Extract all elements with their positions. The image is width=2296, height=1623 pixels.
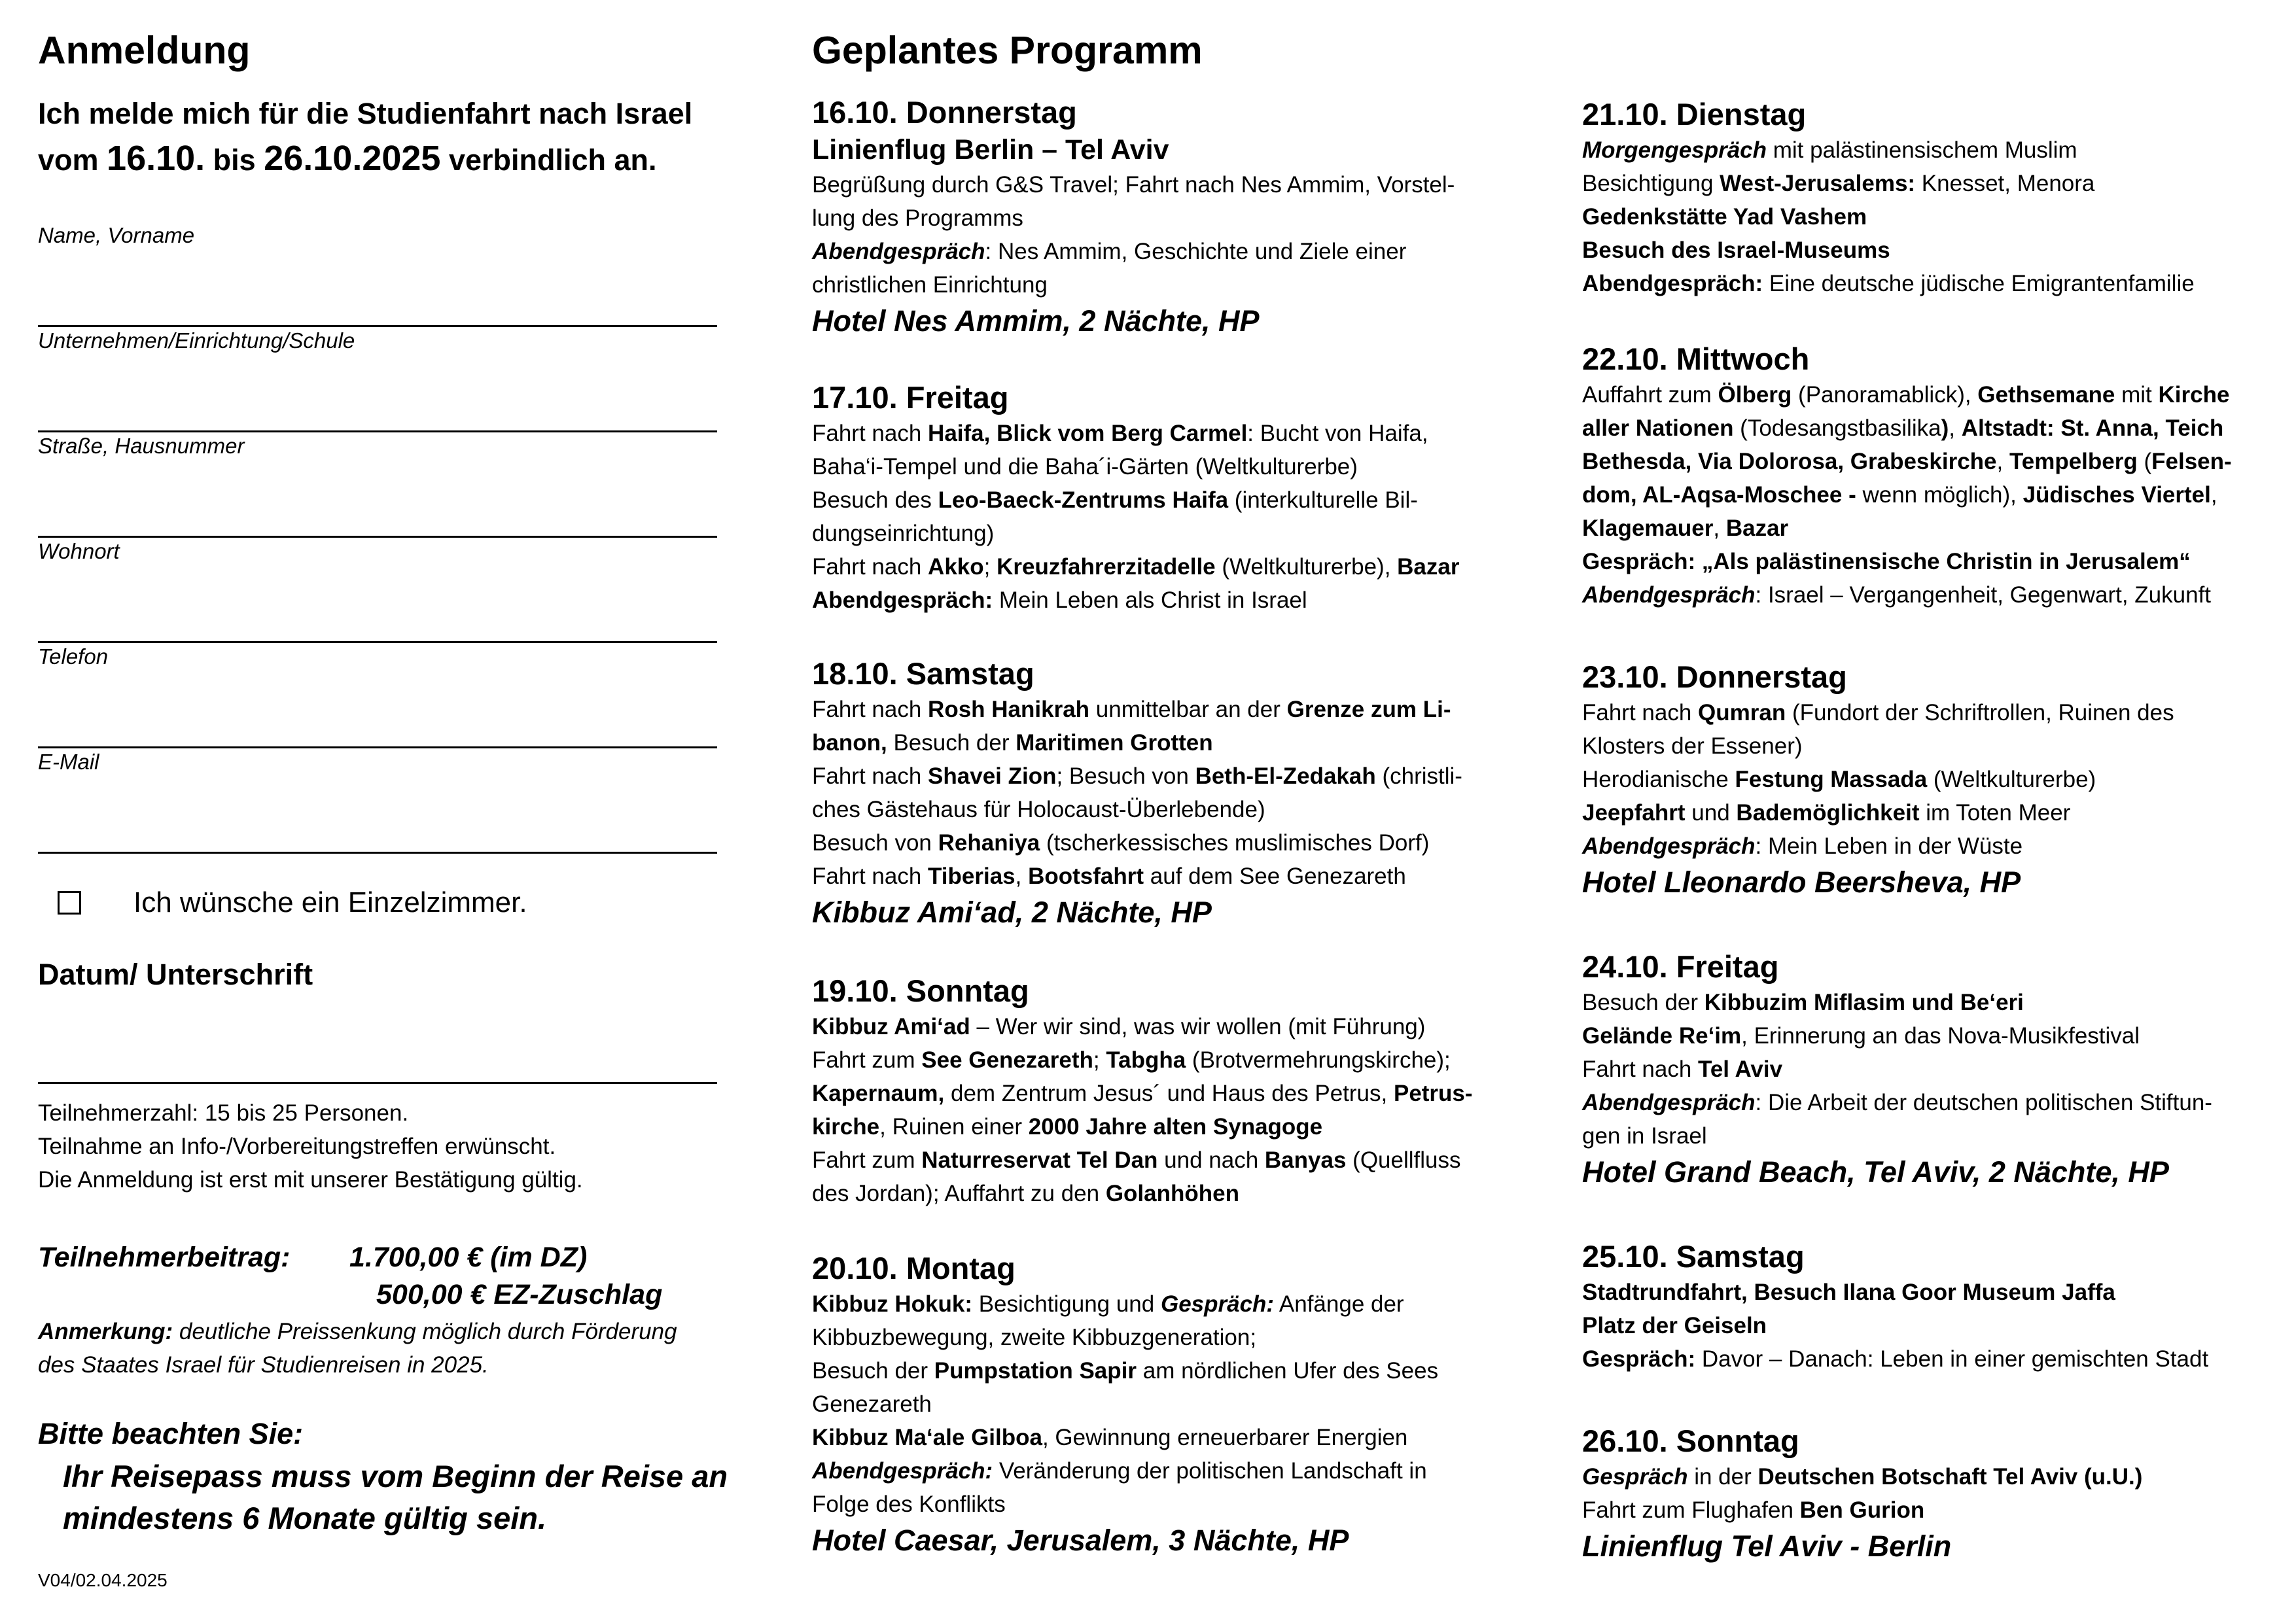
street-label: Straße, Hausnummer	[38, 434, 245, 458]
day-line: Kapernaum, dem Zentrum Jesus´ und Haus des Petrus, Petrus-	[812, 1081, 1473, 1106]
day-line: Fahrt zum See Genezareth; Tabgha (Brotvermehrungskirche);	[812, 1047, 1451, 1073]
day-line: des Jordan); Auffahrt zu den Golanhöhen	[812, 1181, 1239, 1206]
day-line: Fahrt nach Akko; Kreuzfahrerzitadelle (Weltkulturerbe), Bazar	[812, 554, 1460, 580]
day-line: dungseinrichtung)	[812, 521, 995, 546]
day-heading: 25.10. Samstag	[1582, 1239, 1805, 1274]
day-heading: 23.10. Donnerstag	[1582, 659, 1847, 694]
day-hotel: Hotel Grand Beach, Tel Aviv, 2 Nächte, HP	[1582, 1155, 2169, 1189]
day-line: banon, Besuch der Maritimen Grotten	[812, 730, 1213, 756]
day-line: Abendgespräch: Nes Ammim, Geschichte und Ziele einer	[812, 239, 1407, 264]
email-field[interactable]	[38, 749, 717, 854]
day-hotel: Kibbuz Ami‘ad, 2 Nächte, HP	[812, 896, 1212, 929]
day-line: Fahrt nach Qumran (Fundort der Schriftrollen, Ruinen des	[1582, 700, 2174, 725]
day-line: Kibbuz Ma‘ale Gilboa, Gewinnung erneuerbarer Energien	[812, 1425, 1408, 1450]
email-line	[38, 852, 717, 854]
day-line: Gedenkstätte Yad Vashem	[1582, 204, 1867, 230]
intro-line-2: vom 16.10. bis 26.10.2025 verbindlich an.	[38, 139, 657, 178]
note-participants: Teilnehmerzahl: 15 bis 25 Personen.	[38, 1100, 409, 1126]
day-hotel: Hotel Caesar, Jerusalem, 3 Nächte, HP	[812, 1524, 1349, 1557]
day-26-10	[1582, 1422, 2142, 1566]
day-line: Bethesda, Via Dolorosa, Grabeskirche, Tempelberg (Felsen-	[1582, 449, 2232, 474]
day-line: ches Gästehaus für Holocaust-Überlebende)	[812, 797, 1265, 822]
day-line: Abendgespräch: Israel – Vergangenheit, Gegenwart, Zukunft	[1582, 582, 2212, 608]
passport-line-1: Ihr Reisepass muss vom Beginn der Reise an	[63, 1459, 728, 1493]
day-heading: 19.10. Sonntag	[812, 973, 1029, 1008]
day-line: Abendgespräch: Veränderung der politischen Landschaft in	[812, 1458, 1427, 1484]
signature-line[interactable]	[38, 1082, 717, 1084]
note-info-meeting: Teilnahme an Info-/Vorbereitungstreffen erwünscht.	[38, 1134, 556, 1159]
city-line	[38, 641, 717, 643]
day-line: Herodianische Festung Massada (Weltkulturerbe)	[1582, 767, 2096, 792]
day-line: Besuch von Rehaniya (tscherkessisches muslimisches Dorf)	[812, 830, 1430, 856]
single-room-option[interactable]	[58, 883, 527, 922]
day-line: Klagemauer, Bazar	[1582, 515, 1789, 541]
phone-label: Telefon	[38, 644, 109, 669]
day-line: christlichen Einrichtung	[812, 272, 1048, 298]
company-line	[38, 430, 717, 432]
email-label: E-Mail	[38, 750, 99, 774]
day-line: Stadtrundfahrt, Besuch Ilana Goor Museum Jaffa	[1582, 1280, 2115, 1305]
day-line: dom, AL-Aqsa-Moschee - wenn möglich), Jüdisches Viertel,	[1582, 482, 2217, 508]
day-16-10	[812, 94, 1455, 341]
day-19-10	[812, 972, 1473, 1210]
day-line: Gespräch: Davor – Danach: Leben in einer gemischten Stadt	[1582, 1346, 2209, 1372]
day-line: Fahrt zum Flughafen Ben Gurion	[1582, 1497, 1925, 1523]
day-line: Kibbuz Hokuk: Besichtigung und Gespräch: Anfänge der	[812, 1291, 1404, 1317]
phone-line	[38, 746, 717, 748]
day-line: Besuch des Leo-Baeck-Zentrums Haifa (interkulturelle Bil-	[812, 487, 1418, 513]
day-hotel: Hotel Nes Ammim, 2 Nächte, HP	[812, 304, 1260, 338]
day-line: Kibbuz Ami‘ad – Wer wir sind, was wir wollen (mit Führung)	[812, 1014, 1426, 1039]
day-line: Fahrt nach Tel Aviv	[1582, 1056, 1783, 1082]
remark-line-1: Anmerkung: deutliche Preissenkung möglich durch Förderung	[38, 1319, 677, 1344]
day-18-10	[812, 655, 1462, 932]
day-heading: 21.10. Dienstag	[1582, 97, 1807, 131]
day-hotel: Hotel Lleonardo Beersheva, HP	[1582, 865, 2021, 899]
city-label: Wohnort	[38, 539, 120, 563]
day-hotel: Linienflug Tel Aviv - Berlin	[1582, 1529, 1952, 1563]
date-signature-label: Datum/ Unterschrift	[38, 958, 313, 991]
day-line: Abendgespräch: Mein Leben als Christ in Israel	[812, 587, 1307, 613]
day-line: Auffahrt zum Ölberg (Panoramablick), Gethsemane mit Kirche	[1582, 382, 2230, 408]
phone-field[interactable]	[38, 644, 717, 748]
day-heading: 24.10. Freitag	[1582, 949, 1779, 984]
name-label: Name, Vorname	[38, 223, 195, 247]
remark-line-2: des Staates Israel für Studienreisen in 2025.	[38, 1352, 489, 1378]
street-line	[38, 536, 717, 538]
day-line: Gespräch in der Deutschen Botschaft Tel Aviv (u.U.)	[1582, 1464, 2143, 1490]
day-line: Fahrt nach Haifa, Blick vom Berg Carmel: Bucht von Haifa,	[812, 421, 1428, 446]
attention-title: Bitte beachten Sie:	[38, 1417, 304, 1450]
day-25-10	[1582, 1238, 2208, 1376]
day-line: Fahrt nach Rosh Hanikrah unmittelbar an der Grenze zum Li-	[812, 697, 1451, 722]
day-20-10	[812, 1249, 1438, 1560]
day-line: Besuch des Israel-Museums	[1582, 237, 1890, 263]
day-line: Begrüßung durch G&S Travel; Fahrt nach Nes Ammim, Vorstel-	[812, 172, 1455, 198]
day-line: Abendgespräch: Eine deutsche jüdische Emigrantenfamilie	[1582, 271, 2195, 296]
day-line: kirche, Ruinen einer 2000 Jahre alten Synagoge	[812, 1114, 1323, 1140]
day-line: Besuch der Kibbuzim Miflasim und Be‘eri	[1582, 990, 2024, 1015]
day-line: Folge des Konflikts	[812, 1492, 1006, 1517]
day-23-10	[1582, 658, 2174, 902]
day-line: Platz der Geiseln	[1582, 1313, 1767, 1338]
day-line: Gelände Re‘im, Erinnerung an das Nova-Musikfestival	[1582, 1023, 2140, 1049]
fee-ez: 500,00 € EZ-Zuschlag	[376, 1279, 663, 1310]
day-line: Besuch der Pumpstation Sapir am nördlichen Ufer des Sees	[812, 1358, 1439, 1384]
passport-line-2: mindestens 6 Monate gültig sein.	[63, 1501, 547, 1535]
street-field[interactable]	[38, 433, 717, 538]
day-line: Fahrt nach Shavei Zion; Besuch von Beth-El-Zedakah (christli-	[812, 763, 1462, 789]
day-heading: 18.10. Samstag	[812, 656, 1034, 691]
day-line: Gespräch: „Als palästinensische Christin in Jerusalem“	[1582, 549, 2191, 574]
day-heading: 20.10. Montag	[812, 1251, 1016, 1285]
company-field[interactable]	[38, 328, 717, 432]
city-field[interactable]	[38, 538, 717, 643]
single-room-checkbox[interactable]	[58, 891, 81, 915]
day-line: Besichtigung West-Jerusalems: Knesset, Menora	[1582, 171, 2095, 196]
day-24-10	[1582, 948, 2212, 1192]
registration-title: Anmeldung	[38, 29, 251, 72]
day-flight: Linienflug Berlin – Tel Aviv	[812, 134, 1169, 166]
day-line: Baha‘i-Tempel und die Baha´i-Gärten (Weltkulturerbe)	[812, 454, 1358, 480]
intro-line-1: Ich melde mich für die Studienfahrt nach Israel	[38, 97, 693, 130]
day-line: Abendgespräch: Mein Leben in der Wüste	[1582, 833, 2023, 859]
single-room-label: Ich wünsche ein Einzelzimmer.	[133, 886, 527, 918]
version-label: V04/02.04.2025	[38, 1570, 168, 1590]
day-heading: 17.10. Freitag	[812, 380, 1009, 415]
day-line: Morgengespräch mit palästinensischem Muslim	[1582, 137, 2077, 163]
name-field[interactable]	[38, 222, 717, 327]
day-line: Abendgespräch: Die Arbeit der deutschen politischen Stiftun-	[1582, 1090, 2212, 1115]
day-21-10	[1582, 96, 2195, 300]
day-heading: 22.10. Mittwoch	[1582, 341, 1810, 376]
day-line: Kibbuzbewegung, zweite Kibbuzgeneration;	[812, 1325, 1257, 1350]
name-line	[38, 325, 717, 327]
day-line: aller Nationen (Todesangstbasilika), Altstadt: St. Anna, Teich	[1582, 415, 2224, 441]
day-line: gen in Israel	[1582, 1123, 1707, 1149]
company-label: Unternehmen/Einrichtung/Schule	[38, 328, 355, 353]
day-17-10	[812, 379, 1459, 617]
day-heading: 16.10. Donnerstag	[812, 95, 1077, 130]
day-line: Genezareth	[812, 1391, 932, 1417]
day-line: lung des Programms	[812, 205, 1023, 231]
fee-label: Teilnehmerbeitrag:	[38, 1242, 291, 1273]
day-line: Fahrt nach Tiberias, Bootsfahrt auf dem See Genezareth	[812, 864, 1406, 889]
day-line: Jeepfahrt und Bademöglichkeit im Toten Meer	[1582, 800, 2071, 826]
fee-dz: 1.700,00 € (im DZ)	[349, 1242, 588, 1273]
day-line: Fahrt zum Naturreservat Tel Dan und nach Banyas (Quellfluss	[812, 1147, 1461, 1173]
day-heading: 26.10. Sonntag	[1582, 1423, 1799, 1458]
day-line: Klosters der Essener)	[1582, 733, 1803, 759]
program-title: Geplantes Programm	[812, 29, 1203, 72]
day-22-10	[1582, 340, 2232, 612]
note-confirmation: Die Anmeldung ist erst mit unserer Bestätigung gültig.	[38, 1167, 583, 1193]
